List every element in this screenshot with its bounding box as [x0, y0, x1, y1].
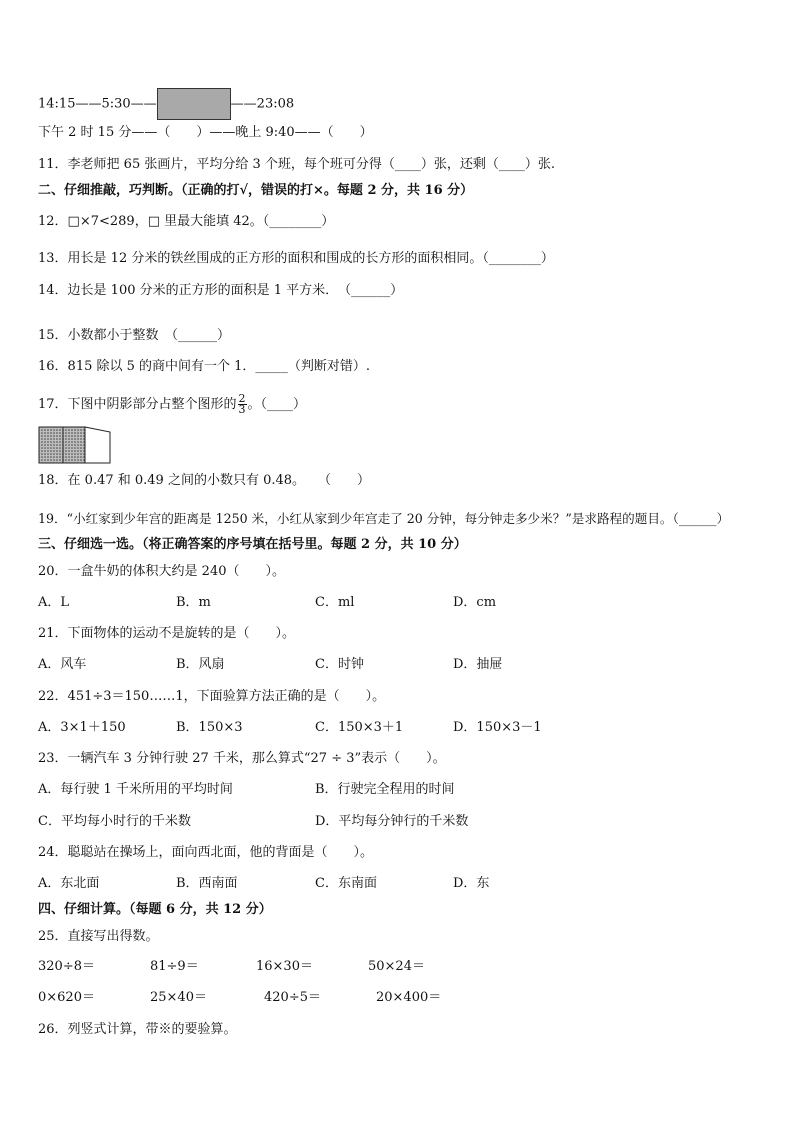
question-20: 20．一盒牛奶的体积大约是 240（ ）。: [38, 564, 285, 579]
calc-item: 25×40＝: [150, 990, 207, 1005]
question-19: 19．“小红家到少年宫的距离是 1250 米，小红从家到少年宫走了 20 分钟，每分钟走多少米？”是求路程的题目。（______）: [38, 511, 730, 526]
shaded-part-1: [39, 427, 63, 463]
calc-item: 420÷5＝: [264, 990, 321, 1005]
q21-option-b: B．风扇: [176, 657, 225, 672]
question-15: 15．小数都小于整数 （______）: [38, 328, 231, 343]
question-23: 23．一辆汽车 3 分钟行驶 27 千米，那么算式“27 ÷ 3”表示（ ）。: [38, 751, 446, 766]
q20-option-b: B．m: [176, 595, 211, 610]
time-line: 14:15——5:30—— ——23:08: [38, 88, 294, 120]
calc-item: 20×400＝: [376, 990, 442, 1005]
q23-option-c: C．平均每小时行的千米数: [38, 814, 191, 829]
q20-option-a: A．L: [38, 595, 70, 610]
q22-option-b: B．150×3: [176, 720, 243, 735]
q24-option-b: B．西南面: [176, 876, 238, 891]
question-21: 21．下面物体的运动不是旋转的是（ ）。: [38, 626, 296, 641]
question-11: 11．李老师把 65 张画片，平均分给 3 个班，每个班可分得（____）张，还剩（____）张.: [38, 157, 556, 172]
question-16: 16．815 除以 5 的商中间有一个 1．_____（判断对错）.: [38, 359, 371, 374]
gray-duration-box: [157, 88, 231, 120]
question-26: 26．列竖式计算，带※的要验算。: [38, 1022, 237, 1037]
q24-option-d: D．东: [453, 876, 490, 891]
shaded-part-2: [63, 427, 85, 463]
question-17-text: 17．下图中阴影部分占整个图形的: [38, 397, 237, 412]
q22-option-a: A．3×1＋150: [38, 720, 126, 735]
q20-option-c: C．ml: [315, 595, 355, 610]
calc-item: 81÷9＝: [150, 959, 199, 974]
q23-option-b: B．行驶完全程用的时间: [315, 782, 455, 797]
q24-option-c: C．东南面: [315, 876, 377, 891]
question-12: 12．□×7<289，□ 里最大能填 42。（________）: [38, 214, 335, 229]
calc-item: 320÷8＝: [38, 959, 95, 974]
question-25: 25．直接写出得数。: [38, 929, 159, 944]
section-4-heading: 四、仔细计算。（每题 6 分，共 12 分）: [38, 902, 272, 917]
section-3-heading: 三、仔细选一选。（将正确答案的序号填在括号里。每题 2 分，共 10 分）: [38, 537, 467, 552]
time-start: 14:15: [38, 96, 76, 112]
question-17: [38, 394, 306, 415]
q23-option-d: D．平均每分钟行的千米数: [315, 814, 469, 829]
q23-option-a: A．每行驶 1 千米所用的平均时间: [38, 782, 233, 797]
time-end: 23:08: [256, 96, 295, 112]
q22-option-c: C．150×3＋1: [315, 720, 404, 735]
question-22: 22．451÷3＝150……1，下面验算方法正确的是（ ）。: [38, 689, 386, 704]
unshaded-part: [85, 427, 110, 463]
question-18: 18．在 0.47 和 0.49 之间的小数只有 0.48。 （ ）: [38, 473, 371, 488]
q21-option-a: A．风车: [38, 657, 87, 672]
question-24: 24．聪聪站在操场上，面向西北面，他的背面是（ ）。: [38, 845, 374, 860]
time-middle: 5:30: [101, 96, 131, 112]
question-14: 14．边长是 100 分米的正方形的面积是 1 平方米． （______）: [38, 283, 404, 298]
calc-item: 16×30＝: [256, 959, 313, 974]
time-row-2: 下午 2 时 15 分——（ ）——晚上 9:40——（ ）: [38, 125, 373, 140]
calc-item: 0×620＝: [38, 990, 95, 1005]
section-2-heading: 二、仔细推敲，巧判断。（正确的打√，错误的打×。每题 2 分，共 16 分）: [38, 183, 474, 198]
shaded-trapezoid-figure: [38, 426, 114, 464]
q20-option-d: D．cm: [453, 595, 497, 610]
q21-option-d: D．抽屉: [453, 657, 503, 672]
question-13: 13．用长是 12 分米的铁丝围成的正方形的面积和围成的长方形的面积相同。（________）: [38, 251, 554, 266]
calc-item: 50×24＝: [368, 959, 425, 974]
q24-option-a: A．东北面: [38, 876, 100, 891]
q21-option-c: C．时钟: [315, 657, 364, 672]
q22-option-d: D．150×3－1: [453, 720, 542, 735]
question-17-answer: 。（____）: [247, 397, 307, 412]
fraction-two-thirds: $\frac{2}{3}$: [238, 392, 246, 416]
